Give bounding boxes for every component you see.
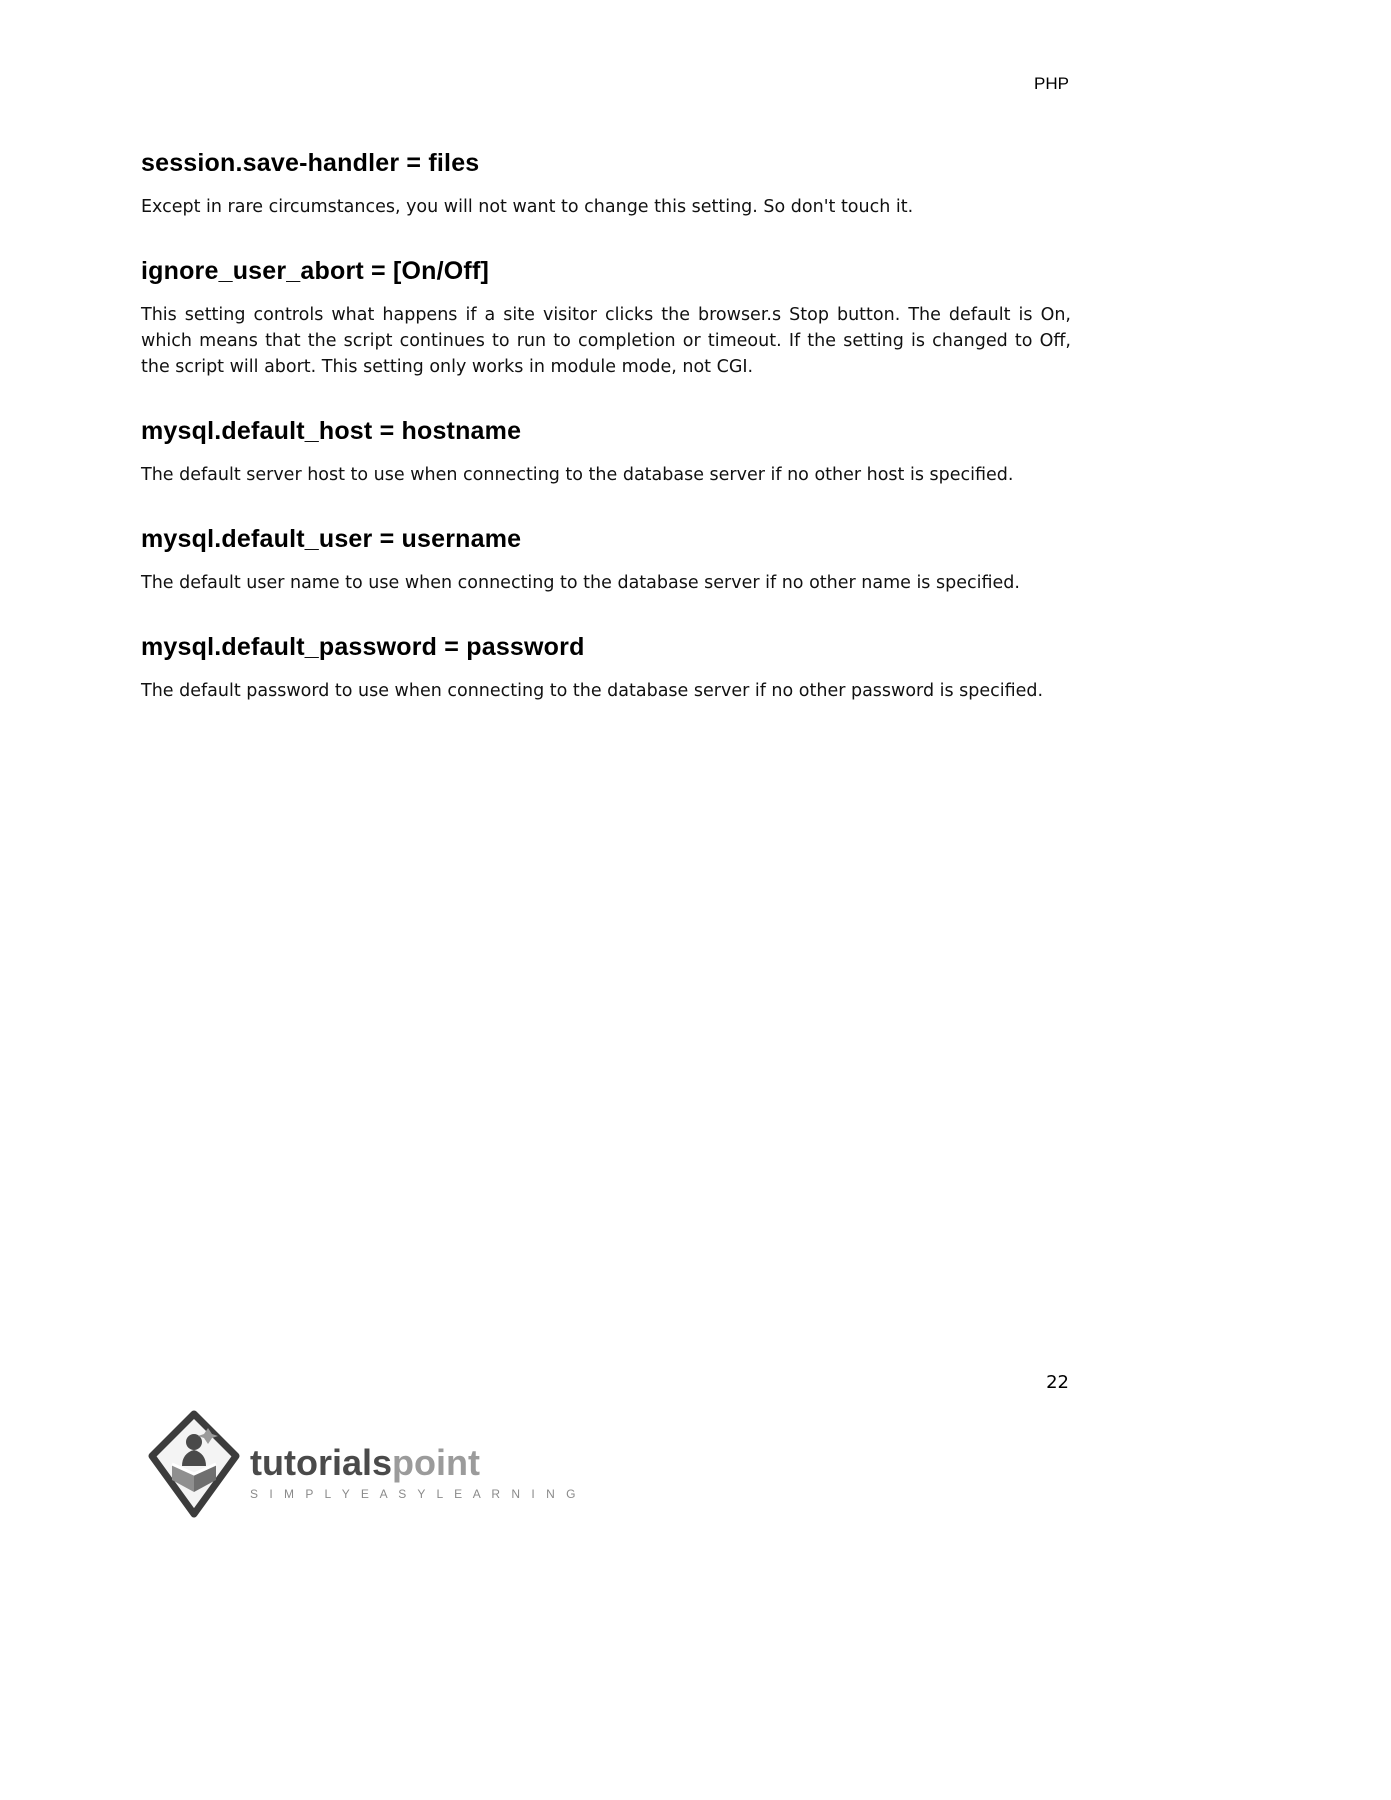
section-heading: mysql.default_host = hostname [141, 417, 522, 445]
tutorialspoint-logo [148, 1408, 579, 1520]
section-heading: mysql.default_password = password [141, 633, 585, 661]
running-header: PHP [1034, 74, 1069, 93]
logo-wordmark-point: point [392, 1442, 480, 1483]
section-heading: mysql.default_user = username [141, 525, 522, 553]
tutorialspoint-logo-icon [148, 1408, 240, 1520]
page-content [141, 148, 1071, 704]
page-number: 22 [1046, 1372, 1069, 1393]
section-mysql-default-user [141, 524, 1071, 596]
section-heading: session.save-handler = files [141, 149, 480, 177]
logo-wordmark-tutorials: tutorials [250, 1442, 393, 1483]
logo-tagline: S I M P L Y E A S Y L E A R N I N G [250, 1487, 580, 1501]
section-mysql-default-host [141, 416, 1071, 488]
logo-text-block [250, 1427, 579, 1501]
section-body: Except in rare circumstances, you will not want to change this setting. So don't touch it. [141, 197, 914, 217]
section-body: The default password to use when connecting to the database server if no other password is specified. [141, 681, 1044, 701]
section-session-save-handler [141, 148, 1071, 220]
section-ignore-user-abort [141, 256, 1071, 380]
section-body: The default server host to use when connecting to the database server if no other host is specified. [141, 465, 1014, 485]
logo-wordmark [250, 1442, 579, 1483]
section-body: The default user name to use when connecting to the database server if no other name is specified. [141, 573, 1020, 593]
section-heading: ignore_user_abort = [On/Off] [141, 257, 490, 285]
section-mysql-default-password [141, 632, 1071, 704]
section-body: This setting controls what happens if a site visitor clicks the browser.s Stop button. The default is On, which means that the script continues to run to completion or timeout. If the setting is changed to Off, the script will abort. This setting only works in module mode, not CGI. [141, 305, 1071, 377]
